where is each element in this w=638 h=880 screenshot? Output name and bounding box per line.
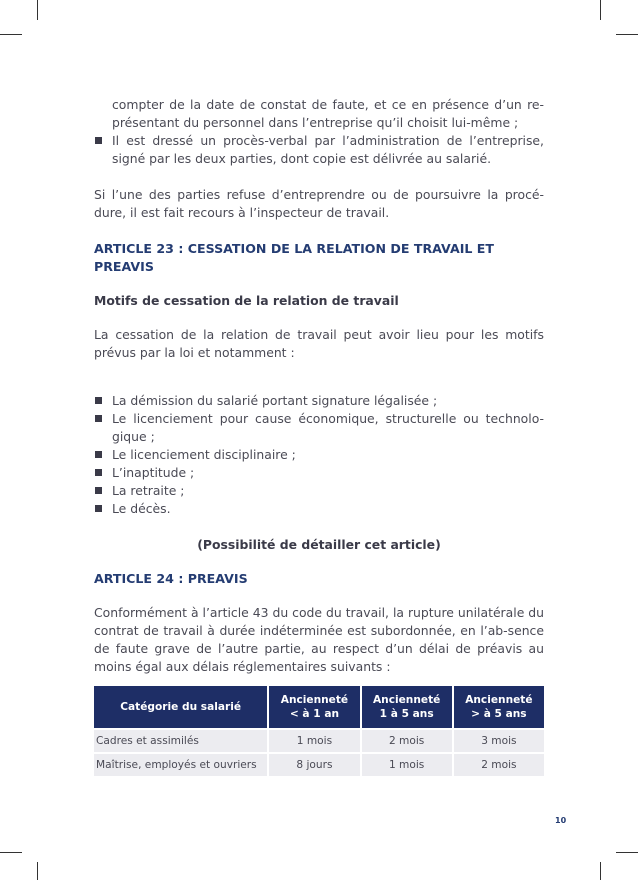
list-item <box>94 410 544 446</box>
bullet-square-icon <box>95 137 102 144</box>
header-anciennete-plus-5-ans: Ancienneté > à 5 ans <box>454 686 544 728</box>
article-23-note: (Possibilité de détailler cet article) <box>197 537 441 552</box>
table-row <box>94 754 544 776</box>
crop-mark <box>616 34 638 35</box>
bullet-square-icon <box>95 415 102 422</box>
bullet-square-icon <box>95 451 102 458</box>
table-cell: 1 mois <box>362 754 452 776</box>
table-cell: Maîtrise, employés et ouvriers <box>94 754 267 776</box>
list-item-text: Le licenciement pour cause économique, structurelle ou technolo-gique ; <box>112 411 544 444</box>
bullet-square-icon <box>95 397 102 404</box>
table-cell: 3 mois <box>454 730 544 752</box>
crop-mark <box>600 862 601 880</box>
table-row <box>94 730 544 752</box>
crop-mark <box>616 852 638 853</box>
crop-mark <box>37 862 38 880</box>
table-cell: 2 mois <box>362 730 452 752</box>
article-23-intro: La cessation de la relation de travail peut avoir lieu pour les motifs prévus par la loi et notamment : <box>94 327 544 360</box>
list-item <box>94 446 544 464</box>
page-number: 10 <box>555 816 567 825</box>
list-item-text: Le licenciement disciplinaire ; <box>112 447 296 462</box>
list-item-text: L’inaptitude ; <box>112 465 195 480</box>
list-item <box>94 392 544 410</box>
motifs-list <box>94 392 544 518</box>
table-cell: 2 mois <box>454 754 544 776</box>
header-anciennete-1-5-ans: Ancienneté 1 à 5 ans <box>362 686 452 728</box>
bullet-square-icon <box>95 505 102 512</box>
table-cell: 8 jours <box>269 754 359 776</box>
table-header-row <box>94 686 544 728</box>
bullet-continuation: compter de la date de constat de faute, et ce en présence d’un re-présentant du personnel dans l’entreprise qu’il choisit lui-même ; <box>112 97 544 130</box>
article-24-text: Conformément à l’article 43 du code du travail, la rupture unilatérale du contrat de travail à durée indéterminée est subordonnée, en l’ab-sence de faute grave de l’autre partie, au respect d’un délai de préavis au moins égal aux délais réglementaires suivants : <box>94 605 544 674</box>
list-item <box>94 500 544 518</box>
list-item <box>94 464 544 482</box>
page-content <box>94 96 544 778</box>
list-item-text: Le décès. <box>112 501 171 516</box>
bullet-square-icon <box>95 469 102 476</box>
list-item-text: La démission du salarié portant signature légalisée ; <box>112 393 438 408</box>
bullet-square-icon <box>95 487 102 494</box>
list-item <box>94 132 544 168</box>
article-23-subtitle: Motifs de cessation de la relation de travail <box>94 293 399 308</box>
crop-mark <box>0 852 22 853</box>
crop-mark <box>0 34 22 35</box>
intro-bullet-list <box>94 132 544 168</box>
article-23-title: ARTICLE 23 : CESSATION DE LA RELATION DE TRAVAIL ET PREAVIS <box>94 241 494 274</box>
recours-paragraph: Si l’une des parties refuse d’entreprendre ou de poursuivre la procé-dure, il est fait recours à l’inspecteur de travail. <box>94 187 544 220</box>
list-item-text: Il est dressé un procès-verbal par l’administration de l’entreprise, signé par les deux parties, dont copie est délivrée au salarié. <box>112 133 544 166</box>
header-categorie: Catégorie du salarié <box>94 686 267 728</box>
preavis-table <box>92 684 546 778</box>
header-anciennete-moins-1-an: Ancienneté < à 1 an <box>269 686 359 728</box>
table-cell: 1 mois <box>269 730 359 752</box>
list-item-text: La retraite ; <box>112 483 185 498</box>
list-item <box>94 482 544 500</box>
crop-mark <box>37 0 38 20</box>
article-24-title: ARTICLE 24 : PREAVIS <box>94 571 248 586</box>
table-cell: Cadres et assimilés <box>94 730 267 752</box>
crop-mark <box>600 0 601 20</box>
